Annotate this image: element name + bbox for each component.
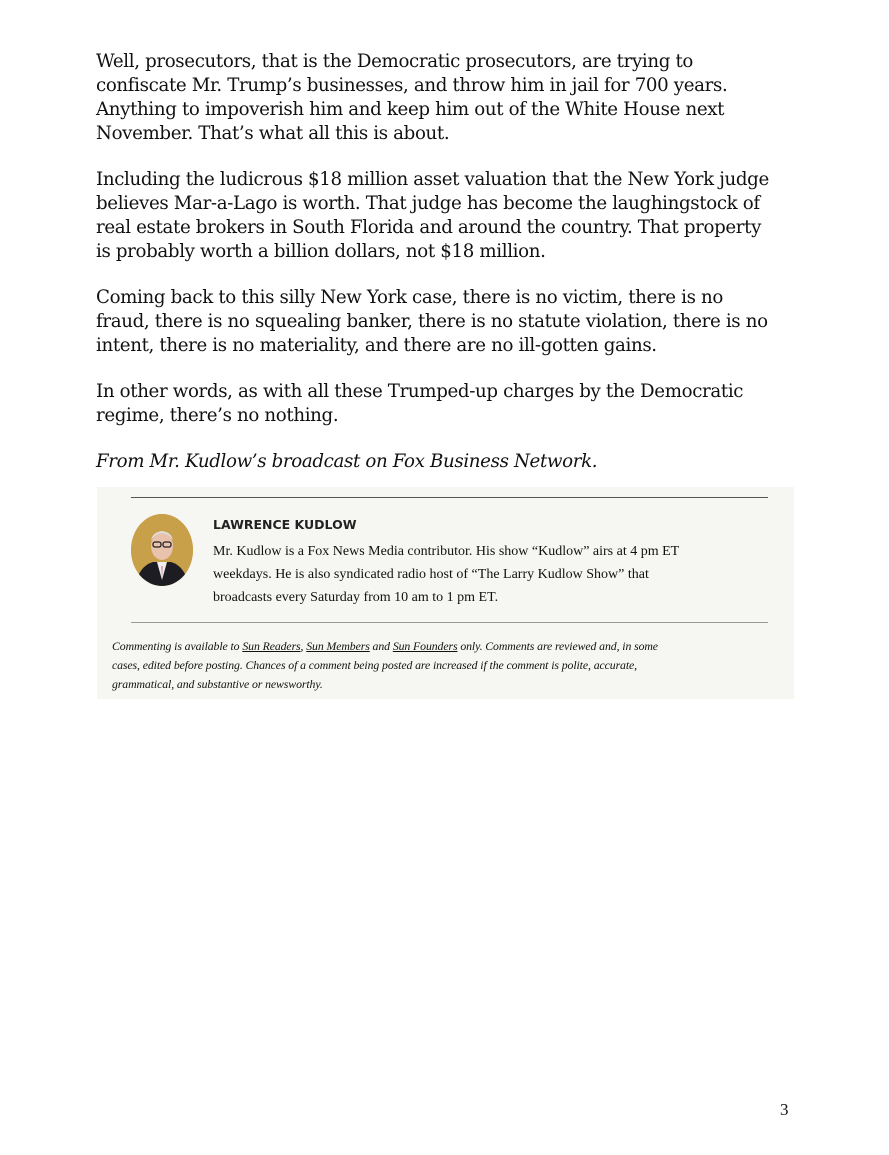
- page-number: 3: [780, 1100, 789, 1119]
- author-bio-box: [97, 487, 794, 699]
- text-line: broadcasts every Saturday from 10 am to 1 pm ET.: [213, 590, 499, 605]
- text-line: Mr. Kudlow is a Fox News Media contributor. His show “Kudlow” airs at 4 pm ET: [213, 544, 680, 559]
- text-line: Anything to impoverish him and keep him out of the White House next: [96, 99, 725, 120]
- sun-readers-link[interactable]: Sun Readers: [242, 639, 301, 653]
- article-body: [96, 50, 796, 496]
- text-line: weekdays. He is also syndicated radio host of “The Larry Kudlow Show” that: [213, 567, 649, 582]
- text-line: Including the ludicrous $18 million asset valuation that the New York judge: [96, 169, 769, 190]
- text-line: November. That’s what all this is about.: [96, 123, 450, 144]
- author-description: [213, 540, 679, 609]
- text-line: fraud, there is no squealing banker, there is no statute violation, there is no: [96, 311, 768, 332]
- text-line: intent, there is no materiality, and there are no ill-gotten gains.: [96, 335, 657, 356]
- text-line: In other words, as with all these Trumped-up charges by the Democratic: [96, 381, 744, 402]
- portrait-icon: [131, 514, 193, 586]
- text-line: Well, prosecutors, that is the Democratic prosecutors, are trying to: [96, 51, 694, 72]
- text-line: confiscate Mr. Trump’s businesses, and throw him in jail for 700 years.: [96, 75, 728, 96]
- commenting-note: [112, 637, 658, 694]
- text-line: is probably worth a billion dollars, not $18 million.: [96, 241, 546, 262]
- divider: [131, 497, 768, 498]
- text-line: Coming back to this silly New York case, there is no victim, there is no: [96, 287, 723, 308]
- author-avatar: [131, 514, 193, 586]
- text-line: From Mr. Kudlow’s broadcast on Fox Business Network.: [96, 451, 598, 472]
- sun-founders-link[interactable]: Sun Founders: [392, 639, 458, 653]
- paragraph: [96, 168, 796, 264]
- note-text: and: [369, 639, 393, 653]
- source-note: [96, 450, 796, 474]
- author-name: LAWRENCE KUDLOW: [213, 517, 357, 532]
- paragraph: [96, 50, 796, 146]
- note-text: cases, edited before posting. Chances of a comment being posted are increased if the comment is polite, accurate,: [112, 658, 638, 672]
- divider: [131, 622, 768, 623]
- note-text: Commenting is available to: [112, 639, 243, 653]
- paragraph: [96, 286, 796, 358]
- sun-members-link[interactable]: Sun Members: [306, 639, 370, 653]
- note-text: only. Comments are reviewed and, in some: [457, 639, 658, 653]
- note-text: grammatical, and substantive or newsworthy.: [112, 677, 323, 691]
- text-line: believes Mar-a-Lago is worth. That judge has become the laughingstock of: [96, 193, 760, 214]
- text-line: regime, there’s no nothing.: [96, 405, 339, 426]
- note-text: ,: [300, 639, 307, 653]
- paragraph: [96, 380, 796, 428]
- text-line: real estate brokers in South Florida and around the country. That property: [96, 217, 762, 238]
